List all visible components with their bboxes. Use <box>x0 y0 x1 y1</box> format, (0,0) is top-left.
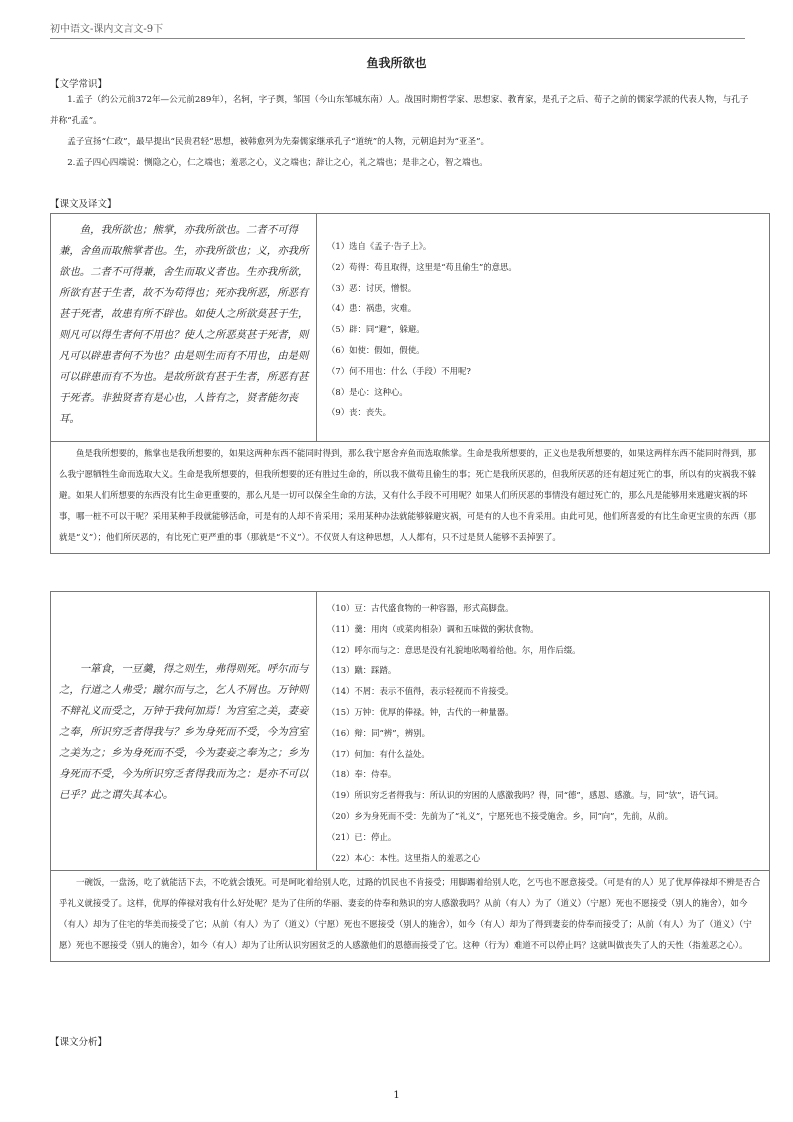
annotation-item: （11）羹：用肉（或菜肉相杂）调和五味做的粥状食物。 <box>327 623 539 634</box>
annotation-item: （22）本心：本性。这里指人的羞恶之心 <box>327 852 481 863</box>
literary-paragraph-2: 孟子宣扬“仁政”，最早提出“民贵君轻”思想，被韩愈列为先秦儒家继承孔子“道统”的人物，元朝追封为“亚圣”。 <box>67 137 490 147</box>
annotation-cell <box>317 214 770 442</box>
original-text-cell <box>51 592 317 871</box>
section-label-analysis: 【课文分析】 <box>50 1037 108 1048</box>
annotation-item: （8）是心：这种心。 <box>327 386 408 397</box>
page-header: 初中语文-课内文言文-9下 <box>50 20 745 39</box>
annotation-item: （4）患：祸患，灾难。 <box>327 303 417 314</box>
text-table-1 <box>50 213 770 554</box>
annotation-item: （18）奉：侍奉。 <box>327 769 397 780</box>
literary-paragraph-3: 2.孟子四心四端说：恻隐之心，仁之端也；羞恶之心，义之端也；辞让之心，礼之端也；是非之心，智之端也。 <box>67 158 488 168</box>
annotation-item: （5）辟：同“避”，躲避。 <box>327 324 425 335</box>
translation-text-1: 鱼是我所想要的，熊掌也是我所想要的，如果这两种东西不能同时得到，那么我宁愿舍弃鱼而选取熊掌。生命是我所想要的，正义也是我所想要的，如果这两样东西不能同时得到，那么我宁愿牺牲生命而选取大义。生命是我所想要的，但我所想要的还有胜过生命的，所以我不做苟且偷生的事；死亡是我所厌恶的，但我所厌恶的还有超过死亡的事，所以有的灾祸我不躲避。如果人们所想要的东西没有比生命更重要的，那么凡是一切可以保全生命的方法，又有什么手段不可用呢？如果人们所厌恶的事情没有超过死亡的，那么凡是能够用来逃避灾祸的坏事，哪一桩不可以干呢？采用某种手段就能够活命，可是有的人却不肯采用；采用某种办法就能够躲避灾祸，可是有的人也不肯采用。由此可见，他们所喜爱的有比生命更宝贵的东西（那就是“义”）；他们所厌恶的，有比死亡更严重的事（那就是“不义”）。不仅贤人有这种思想，人人都有，只不过是贤人能够不丢掉罢了。 <box>59 449 757 543</box>
annotation-item: （19）所识穷乏者得我与：所认识的穷困的人感激我吗？得，同“德”，感恩、感激。与，同“欤”，语气词。 <box>327 790 724 801</box>
annotation-item: （6）如使：假如，假使。 <box>327 344 425 355</box>
original-text-2: 一箪食，一豆羹，得之则生，弗得则死。呼尔而与之，行道之人弗受；蹴尔而与之，乞人不屑也。万钟则不辩礼义而受之，万钟于我何加焉！为宫室之美，妻妾之奉，所识穷乏者得我与？乡为身死而不受，今为宫室之美为之；乡为身死而不受，今为妻妾之奉为之；乡为身死而不受，今为所识穷乏者得我而为之：是亦不可以已乎？此之谓失其本心。 <box>59 662 309 801</box>
section-label-text: 【课文及译文】 <box>50 199 117 210</box>
literary-paragraph-1: 1.孟子（约公元前372年—公元前289年），名轲，字子舆，邹国（今山东邹城东南）人。战国时期哲学家、思想家、教育家，是孔子之后、荀子之前的儒家学派的代表人物，与孔子并称“孔孟”。 <box>50 95 749 126</box>
annotation-item: （7）何不用也：什么（手段）不用呢? <box>327 365 471 376</box>
annotation-item: （16）辩：同“辨”，辨别。 <box>327 727 430 738</box>
annotation-item: （3）恶：讨厌，憎恨。 <box>327 282 417 293</box>
text-table-2 <box>50 591 770 962</box>
annotation-item: （21）已：停止。 <box>327 831 397 842</box>
annotation-item: （17）何加：有什么益处。 <box>327 748 430 759</box>
translation-cell <box>51 871 770 962</box>
translation-cell <box>51 442 770 554</box>
annotation-item: （2）苟得：苟且取得，这里是“苟且偷生”的意思。 <box>327 261 517 272</box>
annotation-item: （12）呼尔而与之：意思是没有礼貌地吆喝着给他。尔，用作后缀。 <box>327 644 581 655</box>
translation-text-2: 一碗饭，一盘汤，吃了就能活下去，不吃就会饿死。可是呵叱着给别人吃，过路的饥民也不肯接受；用脚踢着给别人吃，乞丐也不愿意接受。（可是有的人）见了优厚俸禄却不辨是否合乎礼义就接受了。这样，优厚的俸禄对我有什么好处呢？是为了住所的华丽、妻妾的侍奉和熟识的穷人感激我吗？从前（有人）为了（道义）（宁愿）死也不愿接受（别人的施舍），如今（有人）却为了住宅的华美而接受了它；从前（有人）为了（道义）（宁愿）死也不愿接受（别人的施舍），如今（有人）却为了得到妻妾的侍奉而接受了；从前（有人）为了（道义）（宁愿）死也不愿接受（别人的施舍），如今（有人）却为了让所认识穷困贫乏的人感激他们的恩德而接受了它。这种（行为）难道不可以停止吗？这就叫做丧失了人的天性（指羞恶之心）。 <box>59 878 761 952</box>
annotation-item: （20）乡为身死而不受：先前为了“礼义”，宁愿死也不接受施舍。乡，同“向”，先前，从前。 <box>327 810 674 821</box>
annotation-item: （13）蹴：踩踏。 <box>327 665 397 676</box>
annotation-cell <box>317 592 770 871</box>
annotation-item: （9）丧：丧失。 <box>327 407 391 418</box>
page-title: 鱼我所欲也 <box>366 56 427 70</box>
page-number: 1 <box>393 1090 400 1101</box>
original-text-1: 鱼，我所欲也；熊掌，亦我所欲也。二者不可得兼，舍鱼而取熊掌者也。生，亦我所欲也；义，亦我所欲也。二者不可得兼，舍生而取义者也。生亦我所欲，所欲有甚于生者，故不为苟得也；死亦我所恶，所恶有甚于死者，故患有所不辟也。如使人之所欲莫甚于生，则凡可以得生者何不用也？使人之所恶莫甚于死者，则凡可以辟患者何不为也？由是则生而有不用也，由是则可以辟患而有不为也。是故所欲有甚于生者，所恶有甚于死者。非独贤者有是心也，人皆有之，贤者能勿丧耳。 <box>59 224 309 425</box>
annotation-item: （10）豆：古代盛食物的一种容器，形式高脚盘。 <box>327 603 514 613</box>
annotation-item: （1）选自《孟子·告子上》。 <box>327 241 432 251</box>
section-label-literary: 【文学常识】 <box>50 79 108 90</box>
annotation-item: （14）不屑：表示不值得，表示轻视而不肯接受。 <box>327 686 514 697</box>
original-text-cell <box>51 214 317 442</box>
annotation-item: （15）万钟：优厚的俸禄。钟，古代的一种量器。 <box>327 706 514 717</box>
